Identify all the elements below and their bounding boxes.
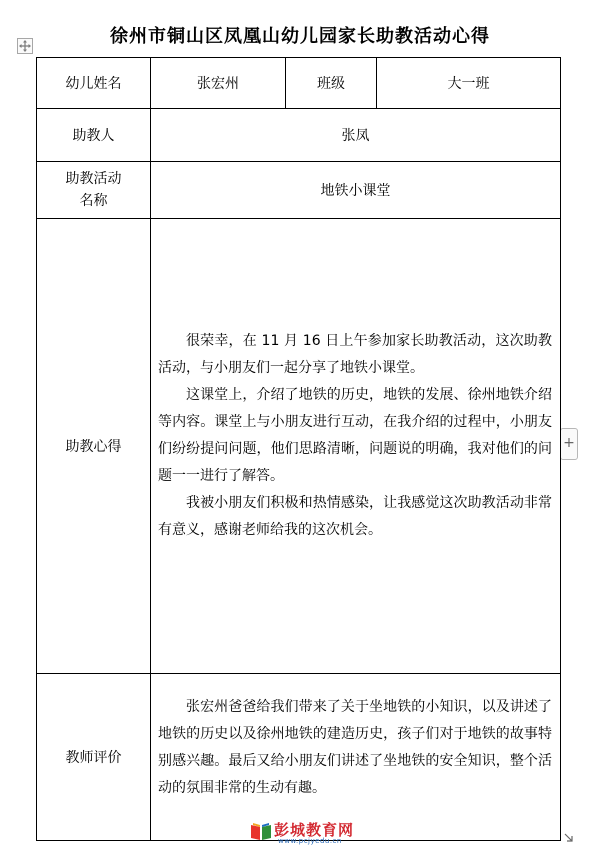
- reflection-label: 助教心得: [37, 219, 151, 674]
- assistant-label: 助教人: [37, 109, 151, 162]
- watermark-url: www.pcjyedu.cn: [278, 837, 342, 845]
- teacher-review-label: 教师评价: [37, 674, 151, 841]
- teacher-review-text: 张宏州爸爸给我们带来了关于坐地铁的小知识，以及讲述了地铁的历史以及徐州地铁的建造历史，孩子们对于地铁的故事特别感兴趣。最后又给小朋友们讲述了坐地铁的安全知识，整个活动的氛围非常的生动有趣。: [158, 699, 552, 796]
- book-logo-icon: [250, 821, 272, 841]
- reflection-paragraph: 我被小朋友们积极和热情感染，让我感觉这次助教活动非常有意义，感谢老师给我的这次机会。: [158, 495, 552, 538]
- teacher-review-cell[interactable]: [151, 674, 561, 841]
- watermark-text: 彭城教育网: [274, 821, 355, 839]
- watermark-logo: [250, 820, 370, 844]
- child-name-value[interactable]: 张宏州: [151, 58, 286, 109]
- activity-name-label: [37, 162, 151, 219]
- document-title: 徐州市铜山区凤凰山幼儿园家长助教活动心得: [110, 26, 490, 47]
- reflection-paragraph: 这课堂上，介绍了地铁的历史，地铁的发展、徐州地铁介绍等内容。课堂上与小朋友进行互动，在我介绍的过程中，小朋友们纷纷提问问题，他们思路清晰，问题说的明确，我对他们的问题一一进行了解答。: [158, 387, 552, 484]
- assistant-teaching-form-table: [36, 57, 561, 841]
- assistant-value[interactable]: 张凤: [151, 109, 561, 162]
- add-column-handle-icon[interactable]: +: [560, 428, 578, 460]
- class-value[interactable]: 大一班: [377, 58, 561, 109]
- table-move-handle-icon[interactable]: [17, 38, 33, 54]
- class-label: 班级: [286, 58, 377, 109]
- activity-name-label-line1: 助教活动: [65, 171, 122, 187]
- table-resize-handle-icon[interactable]: [563, 832, 575, 844]
- activity-name-value[interactable]: 地铁小课堂: [151, 162, 561, 219]
- reflection-cell[interactable]: [151, 219, 561, 674]
- activity-name-label-line2: 名称: [79, 193, 108, 209]
- reflection-paragraph: 很荣幸，在 11 月 16 日上午参加家长助教活动，这次助教活动，与小朋友们一起分享了地铁小课堂。: [158, 333, 552, 376]
- child-name-label: 幼儿姓名: [37, 58, 151, 109]
